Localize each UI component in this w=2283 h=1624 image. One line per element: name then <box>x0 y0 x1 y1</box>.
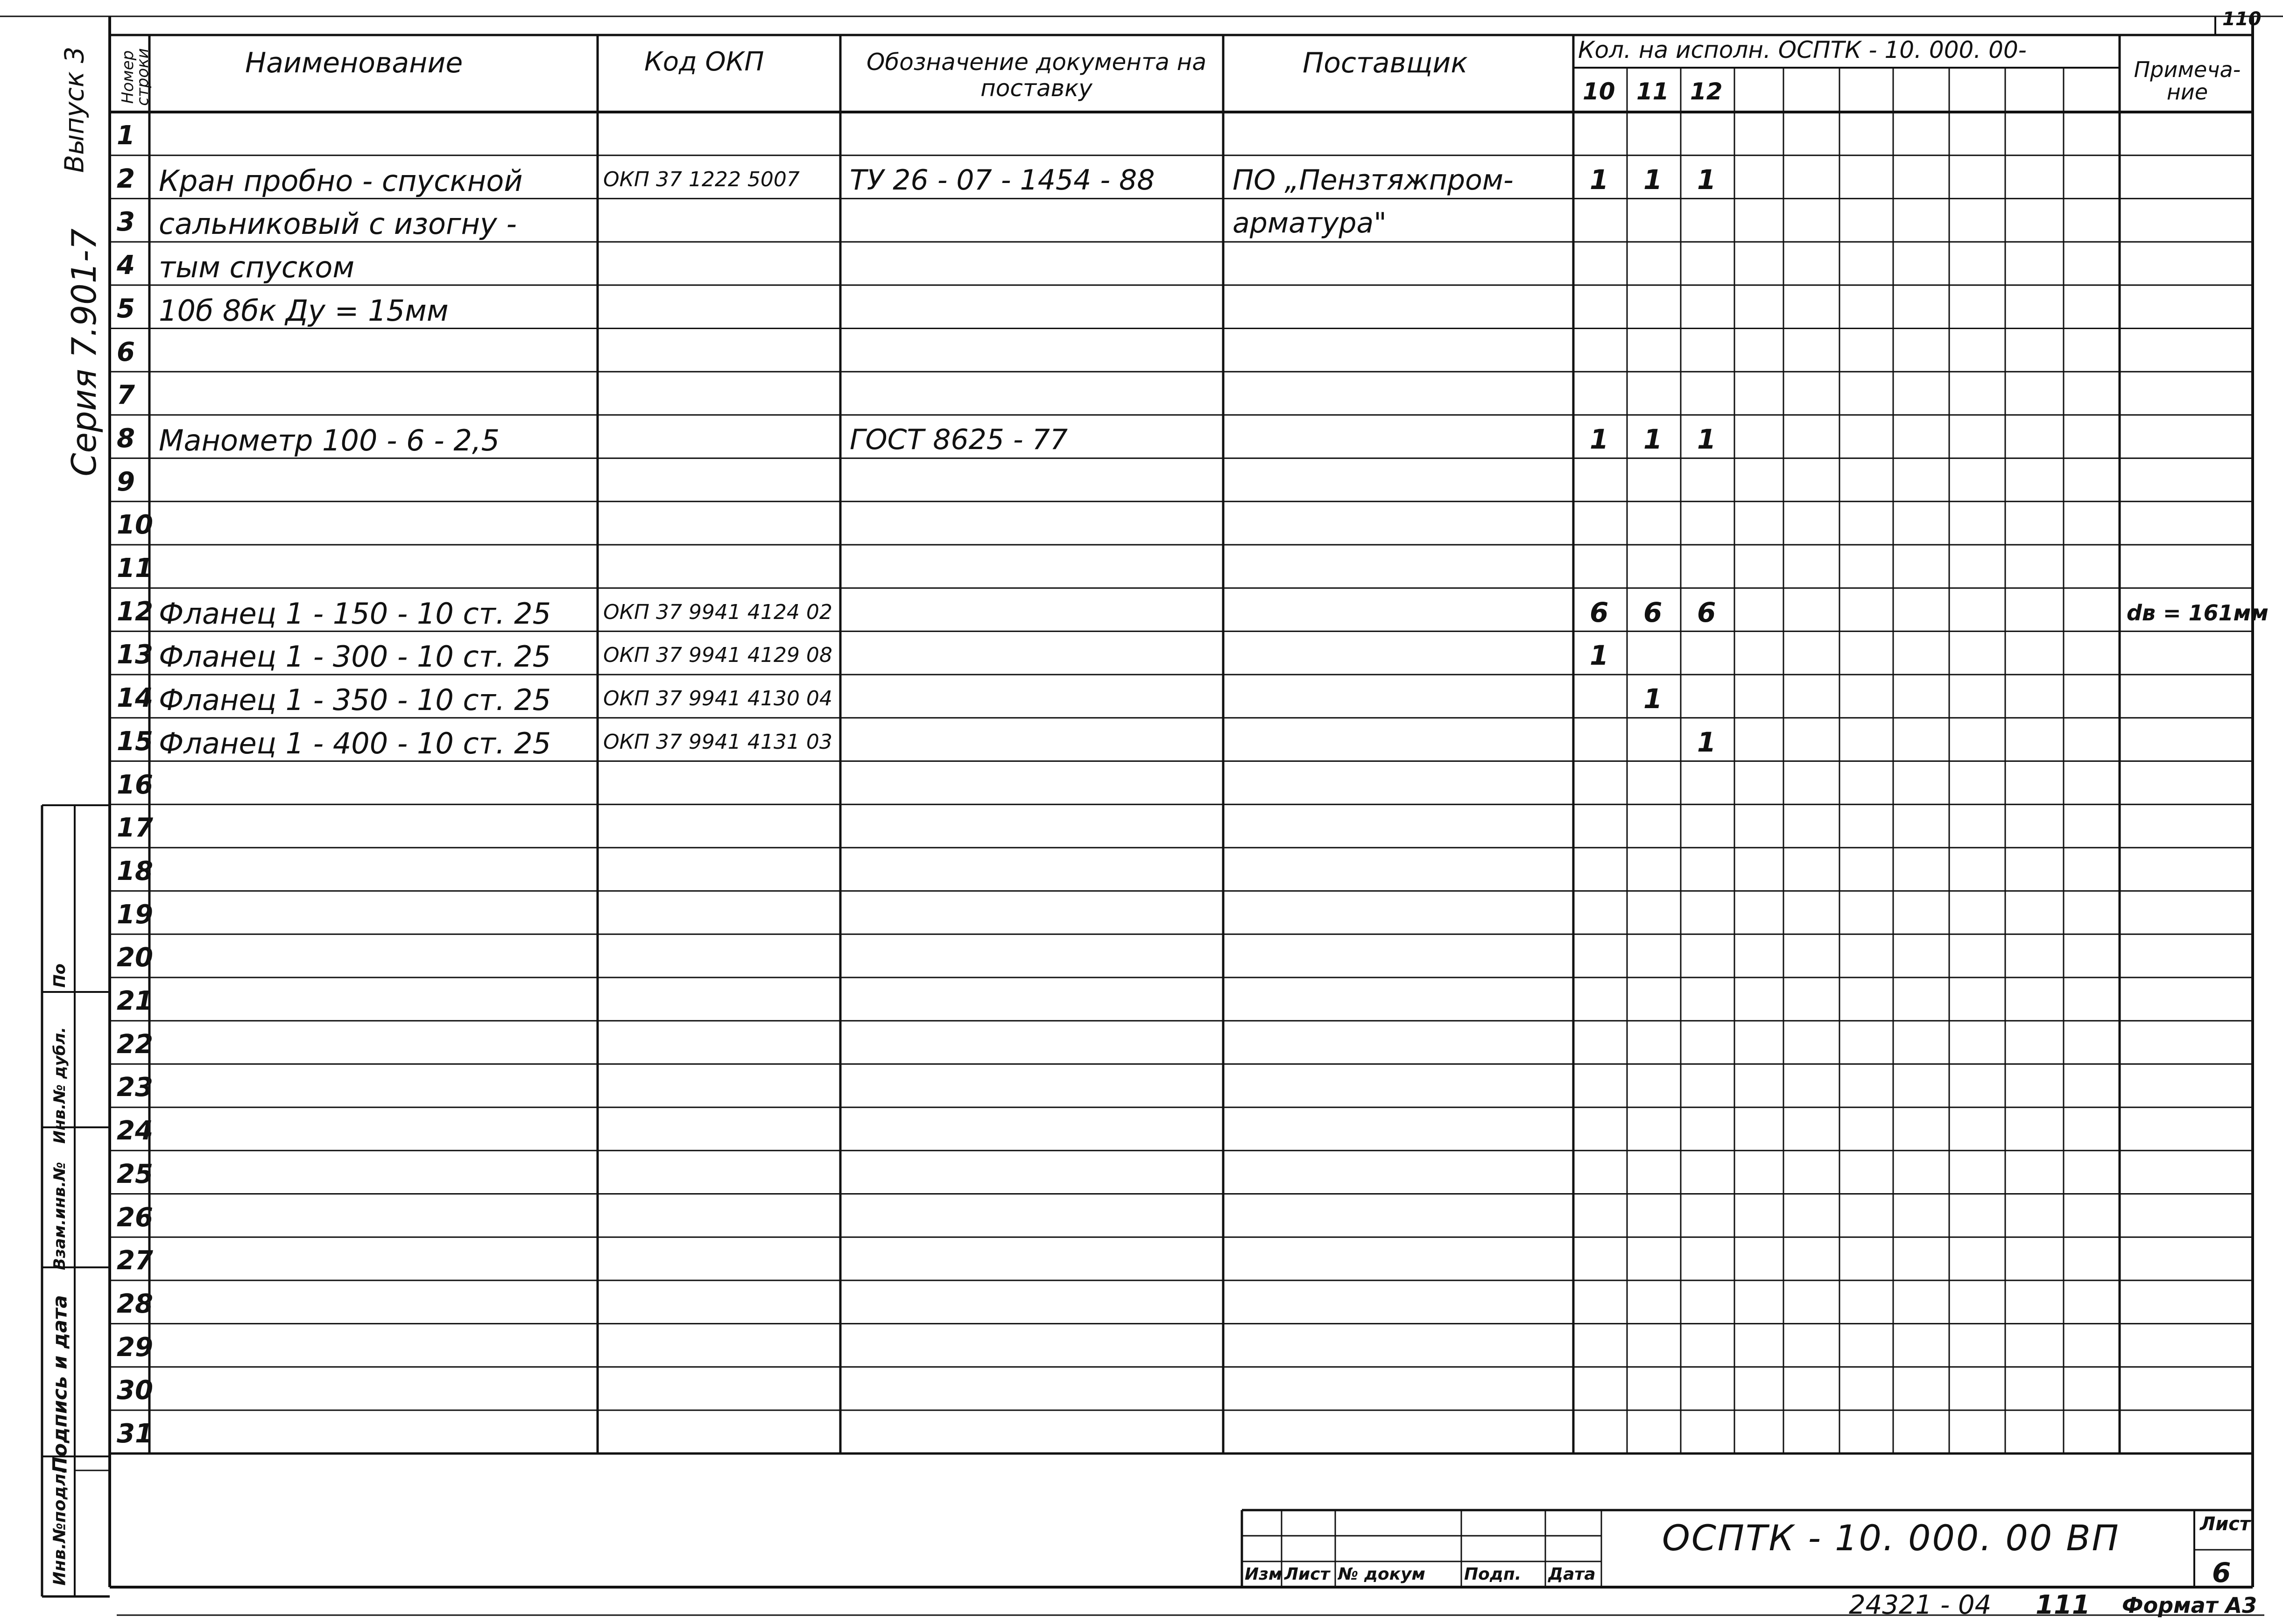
row-number: 21 <box>117 986 153 1016</box>
supplier: арматура" <box>1233 207 1387 240</box>
title-block-column-3: Подп. <box>1464 1565 1522 1584</box>
stamp-label-by: По <box>50 963 69 988</box>
sheet-corner-number: 110 <box>2222 8 2262 30</box>
side-label-issue: Выпуск 3 <box>59 46 90 173</box>
title-block-column-0: Изм <box>1245 1565 1282 1584</box>
header-quantity-group: Кол. на исполн. ОСПТК - 10. 000. 00- <box>1578 36 2027 63</box>
okp-code: ОКП 37 9941 4124 02 <box>603 600 832 624</box>
item-name: Фланец 1 - 400 - 10 ст. 25 <box>159 726 551 760</box>
row-number: 4 <box>117 250 135 281</box>
qty-11: 1 <box>1643 423 1663 455</box>
qty-12: 6 <box>1697 596 1716 628</box>
qty-12: 1 <box>1697 726 1716 758</box>
qty-12: 1 <box>1697 163 1716 196</box>
row-number: 2 <box>117 163 135 194</box>
row-number: 10 <box>117 510 153 541</box>
row-number: 19 <box>117 899 153 930</box>
footer-format: Формат А3 <box>2122 1593 2257 1618</box>
row-number: 17 <box>117 813 153 844</box>
qty-11: 1 <box>1643 683 1663 715</box>
side-label-series: Серия 7.901-7 <box>64 228 104 477</box>
item-name: Кран пробно - спускной <box>159 163 523 198</box>
row-number: 24 <box>117 1116 153 1146</box>
row-number: 26 <box>117 1202 153 1233</box>
row-number: 7 <box>117 380 135 411</box>
item-name: тым спуском <box>159 250 355 285</box>
row-number: 15 <box>117 726 153 757</box>
row-number: 14 <box>117 683 153 714</box>
item-name: Манометр 100 - 6 - 2,5 <box>159 423 500 457</box>
stamp-label-signature-date: Подпись и дата <box>48 1295 71 1473</box>
header-note: Примеча- ние <box>2134 57 2241 105</box>
row-number: 5 <box>117 293 135 324</box>
row-number: 9 <box>117 466 135 497</box>
title-block-sheet-number: 6 <box>2212 1557 2231 1589</box>
header-supplier: Поставщик <box>1303 47 1468 79</box>
row-number: 28 <box>117 1288 153 1319</box>
okp-code: ОКП 37 1222 5007 <box>603 167 800 191</box>
row-number: 31 <box>117 1419 153 1449</box>
row-number: 20 <box>117 942 153 973</box>
row-number: 6 <box>117 337 135 367</box>
row-number: 16 <box>117 769 153 800</box>
item-name: сальниковый с изогну - <box>159 207 517 241</box>
quantity-column-header-10: 10 <box>1583 78 1615 105</box>
row-number: 3 <box>117 207 135 238</box>
okp-code: ОКП 37 9941 4129 08 <box>603 643 832 668</box>
supply-document: ГОСТ 8625 - 77 <box>850 423 1068 456</box>
header-okp-code: Код ОКП <box>644 47 764 77</box>
title-block-column-4: Дата <box>1548 1565 1596 1584</box>
header-row-number: Номер строки <box>119 48 152 106</box>
qty-10: 1 <box>1590 423 1609 455</box>
row-number: 12 <box>117 596 153 627</box>
row-number: 11 <box>117 553 153 584</box>
qty-11: 6 <box>1643 596 1663 628</box>
header-supply-document: Обозначение документа на поставку <box>867 49 1206 102</box>
item-name: Фланец 1 - 150 - 10 ст. 25 <box>159 596 551 631</box>
title-block-sheet-label: Лист <box>2200 1513 2251 1535</box>
quantity-column-header-12: 12 <box>1690 78 1723 105</box>
row-number: 29 <box>117 1332 153 1363</box>
okp-code: ОКП 37 9941 4131 03 <box>603 730 832 754</box>
row-number: 18 <box>117 856 153 886</box>
row-number: 30 <box>117 1375 153 1406</box>
okp-code: ОКП 37 9941 4130 04 <box>603 687 832 711</box>
item-name: Фланец 1 - 350 - 10 ст. 25 <box>159 683 551 717</box>
quantity-column-header-11: 11 <box>1636 78 1669 105</box>
row-number: 13 <box>117 640 153 670</box>
row-number: 27 <box>117 1245 153 1276</box>
row-number: 25 <box>117 1159 153 1189</box>
title-block-designation: ОСПТК - 10. 000. 00 ВП <box>1662 1517 2120 1559</box>
supply-document: ТУ 26 - 07 - 1454 - 88 <box>850 163 1155 197</box>
footer-page: 111 <box>2036 1590 2090 1620</box>
header-name: Наименование <box>245 47 463 79</box>
stamp-label-inv-duplicate: Инв.№ дубл. <box>50 1026 69 1144</box>
qty-12: 1 <box>1697 423 1716 455</box>
stamp-label-inv-original: Инв.№подл. <box>50 1467 70 1586</box>
qty-10: 1 <box>1590 163 1609 196</box>
item-name: Фланец 1 - 300 - 10 ст. 25 <box>159 640 551 674</box>
row-number: 22 <box>117 1029 153 1060</box>
title-block-column-2: № докум <box>1338 1565 1425 1584</box>
supplier: ПО „Пензтяжпром- <box>1233 163 1514 197</box>
stamp-label-replacement-inv: Взам.инв.№ <box>50 1162 69 1270</box>
qty-10: 6 <box>1590 596 1609 628</box>
footer-code: 24321 - 04 <box>1849 1590 1992 1620</box>
qty-11: 1 <box>1643 163 1663 196</box>
qty-10: 1 <box>1590 640 1609 672</box>
row-number: 8 <box>117 423 135 454</box>
row-number: 1 <box>117 120 135 151</box>
row-number: 23 <box>117 1072 153 1103</box>
note: dв = 161мм <box>2127 600 2269 626</box>
item-name: 10б 8бк Ду = 15мм <box>159 293 449 328</box>
title-block-column-1: Лист <box>1284 1565 1330 1584</box>
